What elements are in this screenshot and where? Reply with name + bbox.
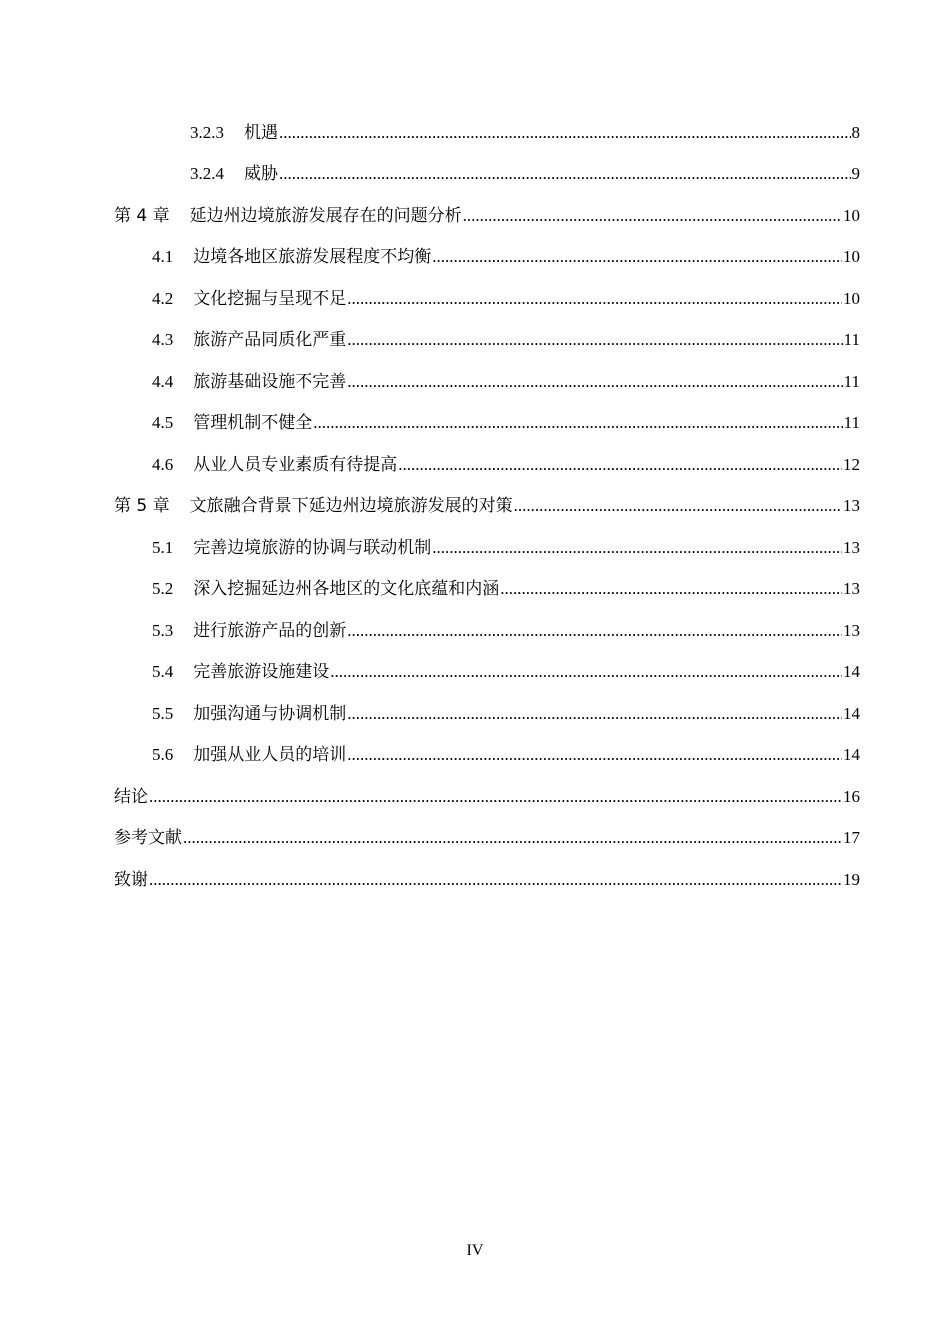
toc-entry-title: 旅游产品同质化严重: [193, 330, 347, 350]
toc-entry-number: 5.5: [152, 704, 174, 723]
toc-entry-number: 5.4: [152, 662, 174, 681]
toc-leader-dots: [347, 744, 842, 766]
toc-entry-title: 边境各地区旅游发展程度不均衡: [193, 247, 432, 267]
toc-entry-page: 17: [843, 828, 860, 847]
toc-entry-title: 进行旅游产品的创新: [193, 621, 347, 641]
toc-entry-page: 16: [843, 787, 860, 806]
toc-entry-title: 完善边境旅游的协调与联动机制: [193, 538, 432, 558]
toc-entry-title: 文旅融合背景下延边州边境旅游发展的对策: [189, 496, 513, 516]
toc-entry-title: 加强从业人员的培训: [193, 745, 347, 765]
toc-entry-number: 第 4 章: [114, 206, 170, 226]
toc-entry-number: 4.3: [152, 330, 174, 349]
toc-entry-chapter-4[interactable]: [114, 205, 860, 227]
toc-entry-5-4[interactable]: [152, 661, 860, 683]
toc-entry-5-6[interactable]: [152, 744, 860, 766]
toc-entry-title: 文化挖掘与呈现不足: [193, 289, 347, 309]
toc-leader-dots: [347, 620, 842, 642]
toc-entry-number: 4.4: [152, 372, 174, 391]
toc-entry-title: 旅游基础设施不完善: [193, 372, 347, 392]
toc-entry-3-2-4[interactable]: [190, 163, 860, 185]
toc-leader-dots: [500, 578, 842, 600]
toc-entry-page: 14: [843, 745, 860, 764]
toc-entry-page: 13: [843, 538, 860, 557]
toc-entry-page: 11: [843, 372, 860, 391]
toc-entry-title: 从业人员专业素质有待提高: [193, 455, 398, 475]
toc-entry-number: 5.6: [152, 745, 174, 764]
toc-entry-page: 11: [843, 330, 860, 349]
toc-entry-4-2[interactable]: [152, 288, 860, 310]
page-number: IV: [466, 1242, 484, 1259]
toc-entry-title: 深入挖掘延边州各地区的文化底蕴和内涵: [193, 579, 500, 599]
toc-entry-page: 9: [851, 164, 860, 183]
toc-leader-dots: [398, 454, 842, 476]
toc-entry-page: 14: [843, 662, 860, 681]
toc-leader-dots: [183, 827, 842, 849]
toc-leader-dots: [149, 786, 842, 808]
toc-entry-4-3[interactable]: [152, 329, 860, 351]
toc-entry-references[interactable]: [114, 827, 860, 849]
toc-entry-acknowledgements[interactable]: [114, 869, 860, 891]
toc-leader-dots: [279, 122, 851, 144]
toc-leader-dots: [313, 412, 842, 434]
toc-entry-5-2[interactable]: [152, 578, 860, 600]
toc-leader-dots: [463, 205, 842, 227]
toc-entry-number: 5.1: [152, 538, 174, 557]
toc-entry-number: 4.6: [152, 455, 174, 474]
toc-entry-5-1[interactable]: [152, 537, 860, 559]
toc-entry-page: 10: [843, 206, 860, 225]
toc-entry-5-3[interactable]: [152, 620, 860, 642]
toc-entry-4-4[interactable]: [152, 371, 860, 393]
toc-entry-4-1[interactable]: [152, 246, 860, 268]
toc-entry-number: 3.2.4: [190, 164, 224, 183]
toc-entry-title: 致谢: [114, 870, 148, 890]
toc-entry-conclusion[interactable]: [114, 786, 860, 808]
toc-entry-title: 参考文献: [114, 828, 182, 848]
toc-leader-dots: [347, 703, 842, 725]
toc-leader-dots: [432, 246, 842, 268]
toc-entry-number: 3.2.3: [190, 123, 224, 142]
toc-entry-4-5[interactable]: [152, 412, 860, 434]
toc-entry-number: 第 5 章: [114, 496, 170, 516]
toc-leader-dots: [514, 495, 842, 517]
toc-entry-number: 4.1: [152, 247, 174, 266]
toc-entry-page: 12: [843, 455, 860, 474]
toc-entry-number: 5.2: [152, 579, 174, 598]
toc-entry-page: 13: [843, 496, 860, 515]
toc-leader-dots: [347, 288, 842, 310]
toc-leader-dots: [347, 329, 842, 351]
toc-leader-dots: [432, 537, 842, 559]
toc-entry-title: 机遇: [244, 123, 278, 143]
toc-entry-page: 19: [843, 870, 860, 889]
toc-entry-page: 13: [843, 621, 860, 640]
toc-entry-page: 14: [843, 704, 860, 723]
toc-entry-title: 完善旅游设施建设: [193, 662, 330, 682]
toc-leader-dots: [347, 371, 842, 393]
toc-entry-5-5[interactable]: [152, 703, 860, 725]
toc-entry-title: 加强沟通与协调机制: [193, 704, 347, 724]
toc-entry-page: 13: [843, 579, 860, 598]
toc-entry-title: 延边州边境旅游发展存在的问题分析: [189, 206, 462, 226]
toc-entry-chapter-5[interactable]: [114, 495, 860, 517]
toc-leader-dots: [330, 661, 842, 683]
toc-entry-title: 管理机制不健全: [193, 413, 313, 433]
toc-entry-number: 4.5: [152, 413, 174, 432]
toc-leader-dots: [149, 869, 842, 891]
toc-entry-page: 10: [843, 289, 860, 308]
toc-entry-title: 结论: [114, 787, 148, 807]
toc-entry-page: 10: [843, 247, 860, 266]
toc-entry-page: 11: [843, 413, 860, 432]
toc-entry-4-6[interactable]: [152, 454, 860, 476]
toc-entry-number: 5.3: [152, 621, 174, 640]
toc-leader-dots: [279, 163, 851, 185]
toc-entry-title: 威胁: [244, 164, 278, 184]
toc-entry-number: 4.2: [152, 289, 174, 308]
toc-entry-page: 8: [851, 123, 860, 142]
toc-entry-3-2-3[interactable]: [190, 122, 860, 144]
